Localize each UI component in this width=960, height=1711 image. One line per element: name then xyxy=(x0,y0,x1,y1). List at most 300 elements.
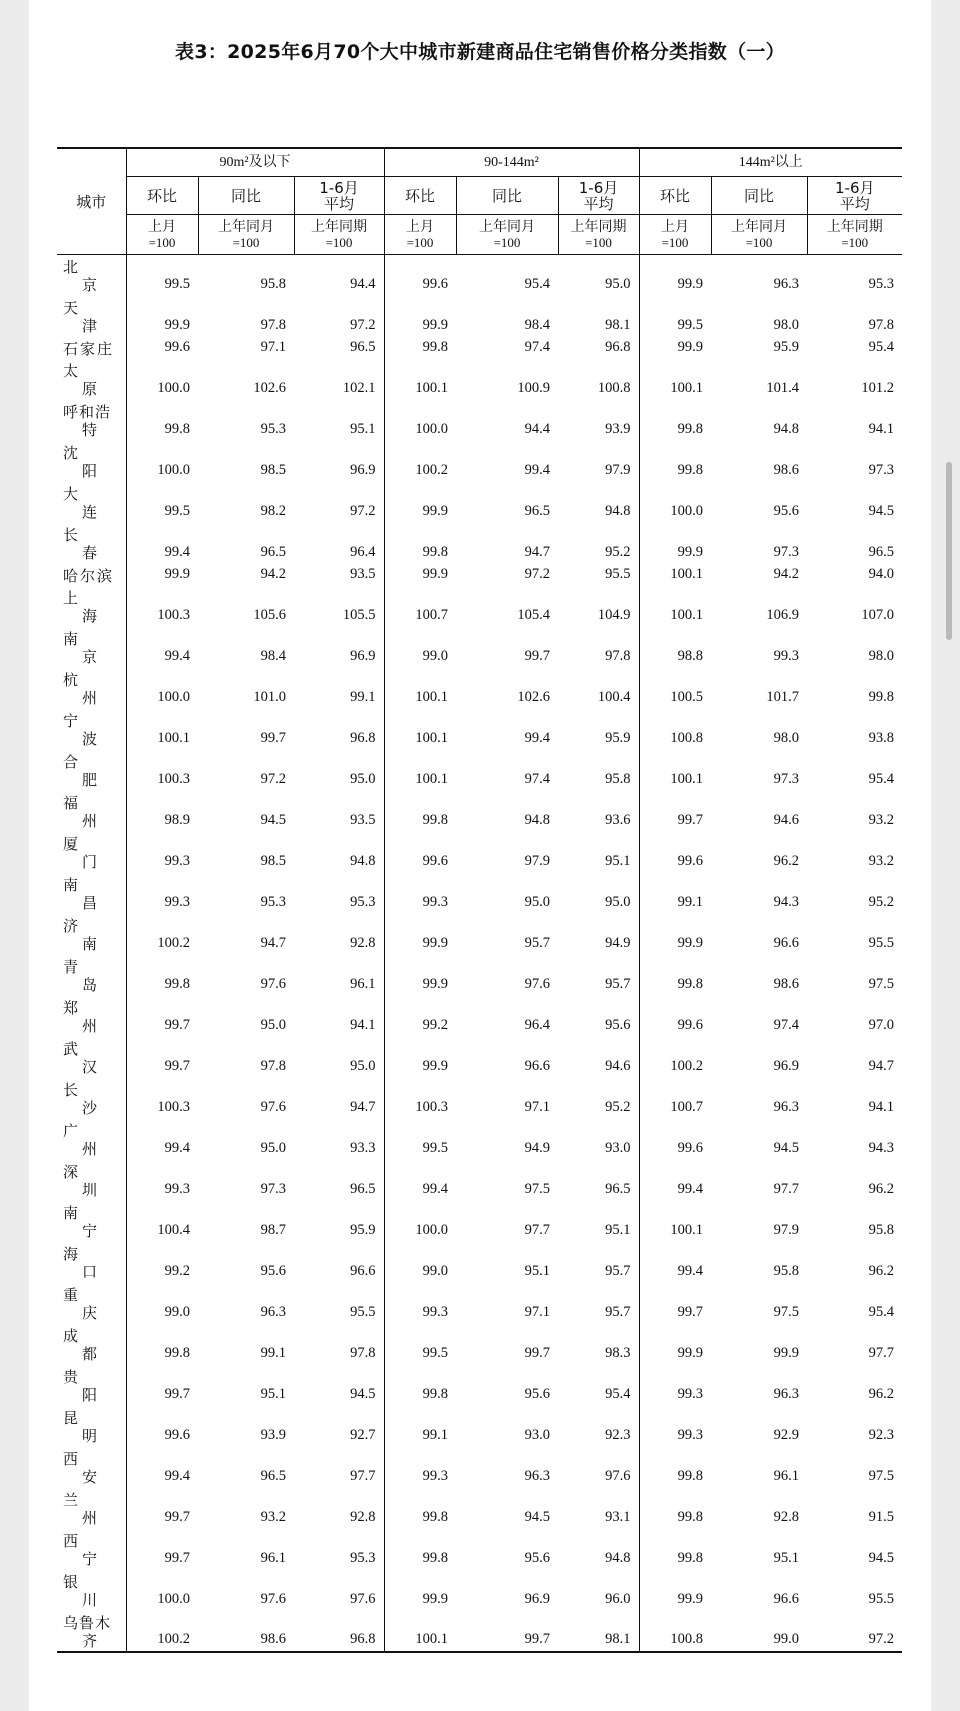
index-value-cell: 100.0 xyxy=(384,1201,456,1242)
city-column-header: 城市 xyxy=(57,148,126,255)
city-cell: 兰 州 xyxy=(63,1490,99,1527)
index-value-cell: 94.8 xyxy=(524,811,550,828)
index-value-cell: 99.9 xyxy=(384,482,456,523)
index-value-cell: 95.4 xyxy=(605,1385,631,1402)
table-row xyxy=(57,441,902,482)
index-value-cell: 99.8 xyxy=(384,1365,456,1406)
index-value-cell: 99.9 xyxy=(384,296,456,337)
index-value-cell: 99.9 xyxy=(126,564,198,586)
index-value-cell: 99.7 xyxy=(126,1488,198,1529)
city-cell: 长 春 xyxy=(63,525,99,562)
city-cell: 南 昌 xyxy=(63,875,99,912)
city-cell: 太 原 xyxy=(63,361,99,398)
index-value-cell: 94.9 xyxy=(605,934,631,951)
index-value-cell: 94.5 xyxy=(350,1385,376,1402)
index-value-cell: 95.0 xyxy=(260,1139,286,1156)
index-value-cell: 100.1 xyxy=(639,359,711,400)
index-value-cell: 99.4 xyxy=(126,627,198,668)
index-value-cell: 99.9 xyxy=(639,337,711,359)
index-value-cell: 93.1 xyxy=(605,1508,631,1525)
table-row xyxy=(57,564,902,586)
index-value-cell: 97.1 xyxy=(524,1098,550,1115)
index-value-cell: 98.1 xyxy=(605,316,631,333)
table-row xyxy=(57,1488,902,1529)
city-cell: 天 津 xyxy=(63,298,99,335)
index-value-cell: 99.6 xyxy=(639,832,711,873)
index-value-cell: 97.2 xyxy=(350,502,376,519)
index-value-cell: 97.5 xyxy=(773,1303,800,1320)
index-value-cell: 99.6 xyxy=(639,996,711,1037)
index-value-cell: 104.9 xyxy=(597,606,631,623)
index-value-cell: 105.4 xyxy=(517,606,550,623)
index-value-cell: 93.8 xyxy=(868,729,895,746)
index-value-cell: 94.0 xyxy=(868,565,895,582)
index-value-cell: 99.9 xyxy=(639,523,711,564)
table-row xyxy=(57,1324,902,1365)
index-value-cell: 95.0 xyxy=(350,770,376,787)
table-row xyxy=(57,359,902,400)
metric-header: 环比 xyxy=(126,177,198,215)
city-cell: 大 连 xyxy=(63,484,99,521)
index-value-cell: 99.4 xyxy=(384,1160,456,1201)
index-value-cell: 94.1 xyxy=(868,420,895,437)
index-value-cell: 97.1 xyxy=(260,338,286,355)
index-value-cell: 100.0 xyxy=(384,400,456,441)
index-value-cell: 94.8 xyxy=(350,852,376,869)
table-row xyxy=(57,1201,902,1242)
index-value-cell: 97.6 xyxy=(260,975,286,992)
city-cell: 上 海 xyxy=(63,588,99,625)
index-value-cell: 96.1 xyxy=(260,1549,286,1566)
index-value-cell: 95.2 xyxy=(605,543,631,560)
index-value-cell: 99.6 xyxy=(639,1119,711,1160)
table-row xyxy=(57,1283,902,1324)
table-row xyxy=(57,1447,902,1488)
index-value-cell: 95.1 xyxy=(773,1549,800,1566)
index-value-cell: 100.0 xyxy=(639,482,711,523)
index-value-cell: 92.8 xyxy=(773,1508,800,1525)
index-value-cell: 99.1 xyxy=(384,1406,456,1447)
index-value-cell: 96.2 xyxy=(868,1385,895,1402)
index-value-cell: 100.8 xyxy=(639,1611,711,1652)
index-value-cell: 102.6 xyxy=(517,688,550,705)
index-value-cell: 98.1 xyxy=(558,1611,639,1652)
index-value-cell: 100.1 xyxy=(639,564,711,586)
index-value-cell: 99.4 xyxy=(126,1447,198,1488)
table-row xyxy=(57,1037,902,1078)
index-value-cell: 97.7 xyxy=(350,1467,376,1484)
index-value-cell: 100.3 xyxy=(126,750,198,791)
index-value-cell: 99.8 xyxy=(384,1529,456,1570)
index-value-cell: 99.8 xyxy=(126,1324,198,1365)
index-value-cell: 100.1 xyxy=(384,359,456,400)
table-row xyxy=(57,668,902,709)
index-value-cell: 100.3 xyxy=(126,1078,198,1119)
base-header: 上年同月 =100 xyxy=(198,215,294,255)
city-cell: 海 口 xyxy=(63,1244,99,1281)
index-value-cell: 95.3 xyxy=(868,275,895,292)
index-value-cell: 95.1 xyxy=(260,1385,286,1402)
index-value-cell: 95.8 xyxy=(773,1262,800,1279)
index-value-cell: 93.9 xyxy=(605,420,631,437)
index-value-cell: 99.0 xyxy=(126,1283,198,1324)
index-value-cell: 94.2 xyxy=(773,565,800,582)
index-value-cell: 100.5 xyxy=(639,668,711,709)
index-value-cell: 100.7 xyxy=(384,586,456,627)
index-value-cell: 95.9 xyxy=(605,729,631,746)
index-value-cell: 97.8 xyxy=(605,647,631,664)
index-value-cell: 95.9 xyxy=(773,338,800,355)
index-value-cell: 96.1 xyxy=(773,1467,800,1484)
index-value-cell: 95.3 xyxy=(350,893,376,910)
index-value-cell: 97.8 xyxy=(868,316,895,333)
table-row xyxy=(57,1611,902,1652)
index-value-cell: 96.6 xyxy=(350,1262,376,1279)
index-value-cell: 99.5 xyxy=(639,296,711,337)
index-value-cell: 94.1 xyxy=(350,1016,376,1033)
index-value-cell: 99.7 xyxy=(126,1529,198,1570)
index-value-cell: 94.9 xyxy=(524,1139,550,1156)
group-header-small xyxy=(126,148,384,177)
index-value-cell: 94.7 xyxy=(524,543,550,560)
index-value-cell: 99.8 xyxy=(639,400,711,441)
index-value-cell: 98.2 xyxy=(260,502,286,519)
index-value-cell: 96.5 xyxy=(260,1467,286,1484)
index-value-cell: 99.7 xyxy=(126,996,198,1037)
index-value-cell: 97.6 xyxy=(260,1098,286,1115)
index-value-cell: 97.1 xyxy=(524,1303,550,1320)
table-row xyxy=(57,1570,902,1611)
index-value-cell: 93.5 xyxy=(350,565,376,582)
index-value-cell: 96.6 xyxy=(773,934,800,951)
index-value-cell: 98.4 xyxy=(524,316,550,333)
index-value-cell: 97.6 xyxy=(260,1590,286,1607)
index-value-cell: 94.7 xyxy=(868,1057,895,1074)
index-value-cell: 94.8 xyxy=(773,420,800,437)
index-value-cell: 95.4 xyxy=(524,275,550,292)
index-value-cell: 93.2 xyxy=(868,852,895,869)
index-value-cell: 97.4 xyxy=(524,338,550,355)
index-value-cell: 95.0 xyxy=(605,275,631,292)
index-value-cell: 95.2 xyxy=(868,893,895,910)
index-value-cell: 95.6 xyxy=(260,1262,286,1279)
table-title: 表3：2025年6月70个大中城市新建商品住宅销售价格分类指数（一） xyxy=(175,41,785,63)
index-value-cell: 96.8 xyxy=(605,338,631,355)
metric-header: 同比 xyxy=(711,177,807,215)
index-value-cell: 99.3 xyxy=(126,832,198,873)
index-value-cell: 99.4 xyxy=(639,1242,711,1283)
index-value-cell: 100.2 xyxy=(126,914,198,955)
city-cell: 深 圳 xyxy=(63,1162,99,1199)
index-value-cell: 95.5 xyxy=(605,565,631,582)
index-value-cell: 99.1 xyxy=(260,1344,286,1361)
index-value-cell: 99.7 xyxy=(524,1344,550,1361)
index-value-cell: 95.3 xyxy=(350,1549,376,1566)
city-cell: 宁 波 xyxy=(63,711,99,748)
index-value-cell: 99.2 xyxy=(384,996,456,1037)
base-header: 上年同期 =100 xyxy=(558,215,639,255)
index-value-cell: 101.4 xyxy=(766,379,800,396)
index-value-cell: 97.3 xyxy=(868,461,895,478)
index-value-cell: 100.1 xyxy=(639,586,711,627)
base-header: 上年同月 =100 xyxy=(711,215,807,255)
metric-header: 同比 xyxy=(456,177,558,215)
index-value-cell: 94.3 xyxy=(773,893,800,910)
table-row xyxy=(57,750,902,791)
index-value-cell: 99.9 xyxy=(773,1344,800,1361)
index-value-cell: 99.6 xyxy=(384,255,456,296)
group-label: 90m²及以下 xyxy=(219,154,291,170)
index-value-cell: 99.9 xyxy=(126,296,198,337)
index-value-cell: 100.4 xyxy=(126,1201,198,1242)
index-value-cell: 95.1 xyxy=(605,852,631,869)
city-cell: 北 京 xyxy=(63,258,99,294)
index-value-cell: 96.3 xyxy=(773,275,800,292)
index-value-cell: 98.5 xyxy=(260,852,286,869)
index-value-cell: 99.7 xyxy=(524,647,550,664)
index-value-cell: 93.2 xyxy=(868,811,895,828)
index-value-cell: 94.1 xyxy=(868,1098,895,1115)
index-value-cell: 97.2 xyxy=(350,316,376,333)
index-value-cell: 99.0 xyxy=(384,627,456,668)
index-value-cell: 94.8 xyxy=(605,1549,631,1566)
index-value-cell: 91.5 xyxy=(868,1508,895,1525)
index-value-cell: 92.8 xyxy=(350,934,376,951)
index-value-cell: 97.8 xyxy=(260,316,286,333)
group-label: 90-144m² xyxy=(484,154,539,170)
index-value-cell: 97.7 xyxy=(868,1344,895,1361)
index-value-cell: 100.8 xyxy=(639,709,711,750)
index-value-cell: 97.3 xyxy=(260,1180,286,1197)
index-value-cell: 92.9 xyxy=(773,1426,800,1443)
index-value-cell: 97.2 xyxy=(524,565,550,582)
city-cell: 厦 门 xyxy=(63,834,99,871)
index-value-cell: 98.6 xyxy=(198,1611,294,1652)
index-value-cell: 96.3 xyxy=(773,1098,800,1115)
index-value-cell: 105.5 xyxy=(342,606,376,623)
index-value-cell: 94.5 xyxy=(868,502,895,519)
index-value-cell: 96.8 xyxy=(294,1611,384,1652)
index-value-cell: 97.5 xyxy=(868,1467,895,1484)
index-value-cell: 99.7 xyxy=(639,791,711,832)
index-value-cell: 98.6 xyxy=(773,461,800,478)
index-value-cell: 92.8 xyxy=(350,1508,376,1525)
index-value-cell: 93.3 xyxy=(350,1139,376,1156)
index-value-cell: 98.9 xyxy=(126,791,198,832)
metric-header: 1-6月 平均 xyxy=(294,177,384,215)
index-value-cell: 99.9 xyxy=(639,255,711,296)
table-row xyxy=(57,791,902,832)
index-value-cell: 99.4 xyxy=(126,1119,198,1160)
index-value-cell: 99.6 xyxy=(126,337,198,359)
table-row xyxy=(57,337,902,359)
index-value-cell: 95.8 xyxy=(868,1221,895,1238)
index-value-cell: 95.4 xyxy=(868,338,895,355)
index-value-cell: 95.8 xyxy=(260,275,286,292)
index-value-cell: 95.6 xyxy=(524,1549,550,1566)
index-value-cell: 100.3 xyxy=(384,1078,456,1119)
index-value-cell: 99.8 xyxy=(639,1529,711,1570)
index-value-cell: 99.1 xyxy=(350,688,376,705)
index-value-cell: 99.3 xyxy=(126,873,198,914)
index-value-cell: 101.2 xyxy=(861,379,895,396)
index-value-cell: 93.6 xyxy=(605,811,631,828)
city-cell: 广 州 xyxy=(63,1121,99,1158)
index-value-cell: 96.9 xyxy=(350,461,376,478)
index-value-cell: 99.8 xyxy=(384,791,456,832)
index-value-cell: 92.3 xyxy=(605,1426,631,1443)
index-value-cell: 99.7 xyxy=(260,729,286,746)
index-value-cell: 99.9 xyxy=(639,1324,711,1365)
index-value-cell: 94.4 xyxy=(524,420,550,437)
table-row xyxy=(57,296,902,337)
index-value-cell: 94.5 xyxy=(773,1139,800,1156)
index-value-cell: 100.4 xyxy=(597,688,631,705)
index-value-cell: 98.8 xyxy=(639,627,711,668)
index-value-cell: 100.0 xyxy=(126,359,198,400)
index-value-cell: 99.5 xyxy=(126,482,198,523)
table-row xyxy=(57,627,902,668)
index-value-cell: 102.6 xyxy=(253,379,286,396)
index-value-cell: 95.1 xyxy=(350,420,376,437)
index-value-cell: 97.6 xyxy=(524,975,550,992)
index-value-cell: 99.9 xyxy=(384,1570,456,1611)
index-value-cell: 98.3 xyxy=(605,1344,631,1361)
city-cell: 呼和浩 特 xyxy=(63,402,112,439)
table-row xyxy=(57,832,902,873)
city-cell: 南 宁 xyxy=(63,1203,99,1240)
index-value-cell: 99.3 xyxy=(384,1447,456,1488)
index-value-cell: 95.1 xyxy=(605,1221,631,1238)
index-value-cell: 99.3 xyxy=(126,1160,198,1201)
index-value-cell: 96.1 xyxy=(350,975,376,992)
index-value-cell: 93.0 xyxy=(605,1139,631,1156)
index-value-cell: 99.1 xyxy=(639,873,711,914)
index-value-cell: 97.4 xyxy=(773,1016,800,1033)
index-value-cell: 100.3 xyxy=(126,586,198,627)
index-value-cell: 99.9 xyxy=(384,955,456,996)
index-value-cell: 100.0 xyxy=(126,441,198,482)
index-value-cell: 100.1 xyxy=(384,750,456,791)
metric-header: 同比 xyxy=(198,177,294,215)
index-value-cell: 99.4 xyxy=(639,1160,711,1201)
index-value-cell: 99.3 xyxy=(384,1283,456,1324)
index-value-cell: 98.0 xyxy=(868,647,895,664)
index-value-cell: 96.0 xyxy=(605,1590,631,1607)
index-value-cell: 99.8 xyxy=(126,400,198,441)
city-cell: 郑 州 xyxy=(63,998,99,1035)
index-value-cell: 99.0 xyxy=(711,1611,807,1652)
city-cell: 青 岛 xyxy=(63,957,99,994)
index-value-cell: 96.6 xyxy=(524,1057,550,1074)
index-value-cell: 100.1 xyxy=(384,709,456,750)
index-value-cell: 99.9 xyxy=(639,914,711,955)
index-value-cell: 98.0 xyxy=(773,316,800,333)
index-value-cell: 94.8 xyxy=(605,502,631,519)
index-value-cell: 95.5 xyxy=(868,934,895,951)
index-value-cell: 100.1 xyxy=(126,709,198,750)
city-cell: 武 汉 xyxy=(63,1039,99,1076)
index-value-cell: 95.1 xyxy=(524,1262,550,1279)
group-header-large xyxy=(639,148,902,177)
index-value-cell: 95.2 xyxy=(605,1098,631,1115)
index-value-cell: 99.9 xyxy=(384,564,456,586)
city-cell: 石家庄 xyxy=(63,339,115,358)
table-row xyxy=(57,1119,902,1160)
index-value-cell: 99.7 xyxy=(126,1365,198,1406)
index-value-cell: 99.8 xyxy=(126,955,198,996)
city-cell: 哈尔滨 xyxy=(63,566,115,585)
index-value-cell: 99.3 xyxy=(773,647,800,664)
index-value-cell: 98.5 xyxy=(260,461,286,478)
index-value-cell: 96.4 xyxy=(350,543,376,560)
index-value-cell: 99.8 xyxy=(384,523,456,564)
index-value-cell: 99.5 xyxy=(384,1324,456,1365)
index-value-cell: 93.0 xyxy=(524,1426,550,1443)
index-value-cell: 95.6 xyxy=(524,1385,550,1402)
index-value-cell: 105.6 xyxy=(253,606,286,623)
index-value-cell: 94.2 xyxy=(260,565,286,582)
index-value-cell: 100.0 xyxy=(126,1570,198,1611)
index-value-cell: 100.2 xyxy=(639,1037,711,1078)
index-value-cell: 99.2 xyxy=(126,1242,198,1283)
index-value-cell: 97.9 xyxy=(773,1221,800,1238)
index-value-cell: 99.8 xyxy=(868,688,895,705)
city-cell: 西 安 xyxy=(63,1449,99,1486)
table-row xyxy=(57,523,902,564)
table-row xyxy=(57,1365,902,1406)
index-value-cell: 101.7 xyxy=(766,688,800,705)
city-cell: 福 州 xyxy=(63,793,99,830)
group-label: 144m²以上 xyxy=(738,154,803,170)
index-value-cell: 95.0 xyxy=(260,1016,286,1033)
index-value-cell: 100.0 xyxy=(126,668,198,709)
index-value-cell: 99.3 xyxy=(639,1406,711,1447)
city-cell: 济 南 xyxy=(63,916,99,953)
index-value-cell: 95.7 xyxy=(605,1262,631,1279)
index-value-cell: 99.6 xyxy=(384,832,456,873)
base-header: 上月 =100 xyxy=(126,215,198,255)
index-value-cell: 100.2 xyxy=(126,1611,198,1652)
index-value-cell: 99.8 xyxy=(384,337,456,359)
index-value-cell: 96.9 xyxy=(350,647,376,664)
vertical-scrollbar[interactable] xyxy=(946,462,952,640)
index-value-cell: 99.9 xyxy=(384,914,456,955)
index-value-cell: 96.3 xyxy=(524,1467,550,1484)
document-page xyxy=(29,0,931,1711)
index-value-cell: 99.3 xyxy=(639,1365,711,1406)
index-value-cell: 100.2 xyxy=(384,441,456,482)
index-value-cell: 99.8 xyxy=(639,1488,711,1529)
index-value-cell: 99.4 xyxy=(524,461,550,478)
index-value-cell: 99.5 xyxy=(126,255,198,296)
index-value-cell: 97.6 xyxy=(350,1590,376,1607)
index-value-cell: 97.9 xyxy=(524,852,550,869)
index-value-cell: 94.5 xyxy=(524,1508,550,1525)
index-value-cell: 97.5 xyxy=(524,1180,550,1197)
index-value-cell: 97.8 xyxy=(350,1344,376,1361)
index-value-cell: 99.7 xyxy=(639,1283,711,1324)
index-value-cell: 99.7 xyxy=(126,1037,198,1078)
index-value-cell: 95.0 xyxy=(524,893,550,910)
index-value-cell: 94.6 xyxy=(773,811,800,828)
index-value-cell: 96.2 xyxy=(868,1180,895,1197)
city-cell: 南 京 xyxy=(63,629,99,666)
metric-header: 环比 xyxy=(639,177,711,215)
index-value-cell: 96.5 xyxy=(524,502,550,519)
index-value-cell: 98.6 xyxy=(773,975,800,992)
index-value-cell: 95.9 xyxy=(350,1221,376,1238)
